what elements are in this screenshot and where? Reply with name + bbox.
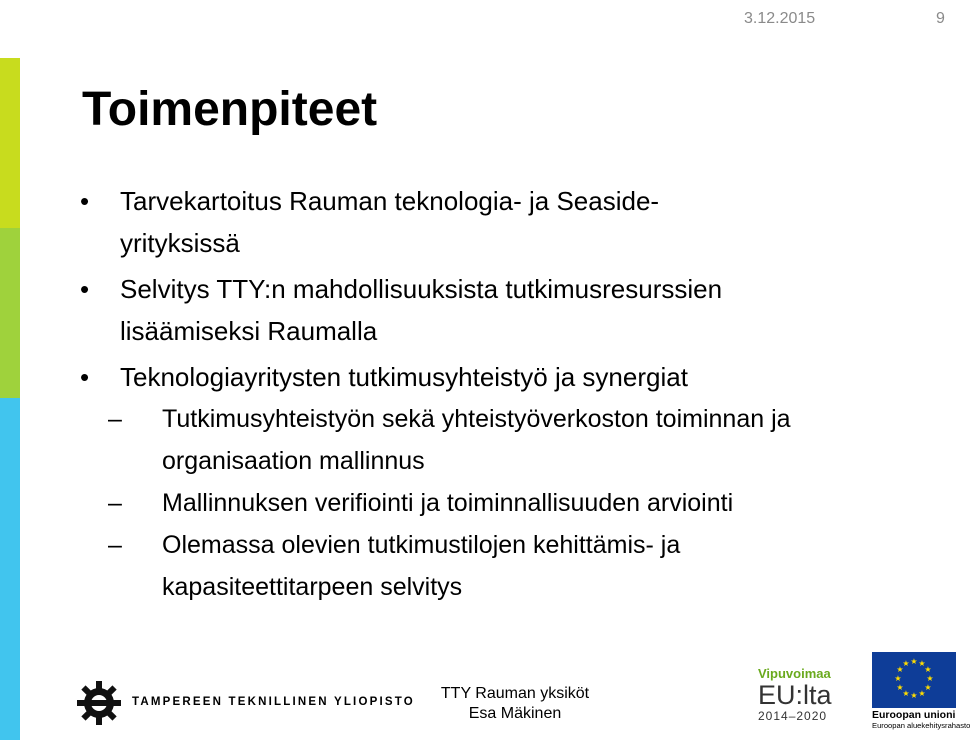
eu-name: Euroopan unioni: [872, 709, 956, 721]
svg-text:★: ★: [910, 657, 918, 666]
vipuvoimaa-eu-text: EU:lta: [758, 680, 832, 710]
accent-bar-lime: [0, 58, 20, 228]
footer-unit: TTY Rauman yksiköt: [440, 685, 590, 702]
vipuvoimaa-years: 2014–2020: [758, 709, 828, 723]
eu-flag-icon: [872, 652, 956, 708]
vipuvoimaa-title: Vipuvoimaa: [758, 666, 831, 681]
bullet-text: Selvitys TTY:n mahdollisuuksista tutkimusresurssien: [120, 274, 723, 304]
bullet-text: lisäämiseksi Raumalla: [120, 316, 378, 346]
bullet-text: Teknologiayritysten tutkimusyhteistyö ja synergiat: [120, 362, 688, 392]
slide-title: Toimenpiteet: [82, 83, 378, 136]
sub-bullet-text: Olemassa olevien tutkimustilojen kehittämis- ja: [162, 531, 681, 559]
dash-icon: –: [108, 405, 122, 433]
bullet-dot-icon: •: [80, 186, 90, 216]
svg-text:★: ★: [902, 689, 910, 698]
sub-bullet-item: [78, 482, 938, 524]
eu-logo: [872, 652, 970, 730]
footer-center: [430, 684, 600, 724]
accent-bar-blue: [0, 398, 20, 740]
sub-bullet-text: kapasiteettitarpeen selvitys: [162, 573, 463, 601]
slide-number: 9: [936, 10, 945, 27]
sub-bullet-text: Mallinnuksen verifiointi ja toiminnallisuuden arviointi: [162, 489, 734, 517]
svg-text:★: ★: [896, 665, 904, 674]
dash-icon: –: [108, 489, 122, 517]
sub-bullet-text: organisaation mallinnus: [162, 447, 425, 475]
tut-logo: [76, 680, 415, 722]
vipuvoimaa-logo: [758, 666, 854, 730]
bullet-item: [78, 180, 938, 264]
dash-icon: –: [108, 531, 122, 559]
sub-bullet-item: [78, 398, 938, 482]
svg-text:★: ★: [924, 683, 932, 692]
bullet-dot-icon: •: [80, 274, 90, 304]
bullet-list: [78, 180, 938, 608]
svg-text:★: ★: [926, 674, 934, 683]
eu-fund: Euroopan aluekehitysrahasto: [872, 721, 970, 730]
slide-date: 3.12.2015: [744, 10, 816, 27]
bullet-text: Tarvekartoitus Rauman teknologia- ja Seaside-: [120, 186, 660, 216]
bullet-item: [78, 268, 938, 352]
sub-bullet-item: [78, 524, 938, 608]
svg-text:★: ★: [918, 689, 926, 698]
sub-bullet-text: Tutkimusyhteistyön sekä yhteistyöverkoston toiminnan ja: [162, 405, 791, 433]
accent-bar-top: [0, 0, 20, 58]
bullet-text: yrityksissä: [120, 228, 240, 258]
bullet-item: [78, 356, 938, 398]
accent-bar: [0, 0, 20, 740]
accent-bar-green: [0, 228, 20, 398]
footer-author: Esa Mäkinen: [468, 705, 562, 722]
eu-stars-icon: [872, 652, 956, 708]
svg-text:★: ★: [894, 674, 902, 683]
svg-text:★: ★: [902, 659, 910, 668]
svg-text:★: ★: [918, 659, 926, 668]
university-name: TAMPEREEN TEKNILLINEN YLIOPISTO: [132, 696, 415, 708]
bullet-dot-icon: •: [80, 362, 90, 392]
svg-text:★: ★: [910, 691, 918, 700]
tut-gear-icon: [76, 680, 122, 726]
svg-text:★: ★: [924, 665, 932, 674]
svg-text:★: ★: [896, 683, 904, 692]
